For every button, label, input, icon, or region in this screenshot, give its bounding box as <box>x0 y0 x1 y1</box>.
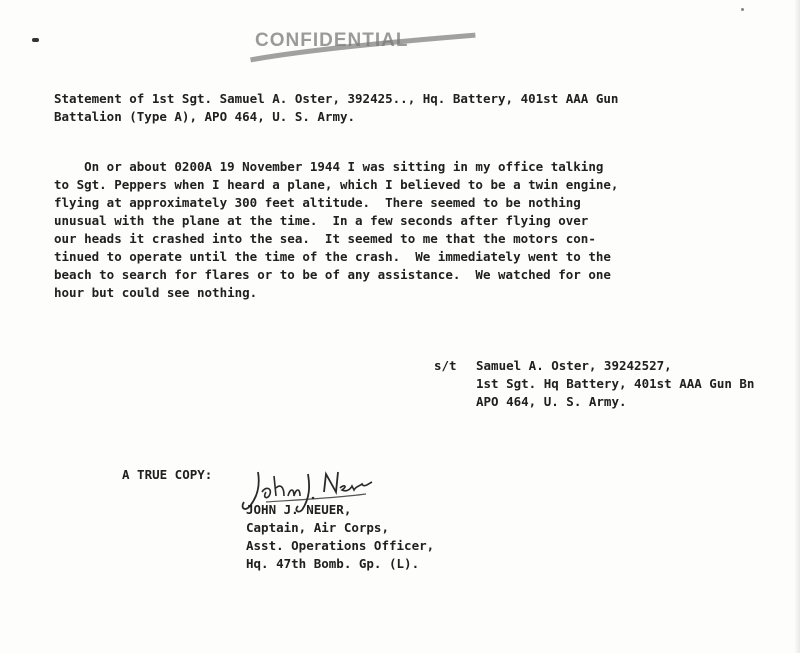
certifier-unit: Hq. 47th Bomb. Gp. (L). <box>246 556 420 571</box>
body-line-2: to Sgt. Peppers when I heard a plane, which I believed to be a twin engine, <box>54 177 619 192</box>
heading-line-1: Statement of 1st Sgt. Samuel A. Oster, 392425.., Hq. Battery, 401st AAA Gun <box>54 91 619 106</box>
certifier-rank: Captain, Air Corps, <box>246 520 389 535</box>
body-line-1: On or about 0200A 19 November 1944 I was sitting in my office talking <box>54 159 604 174</box>
signer-rank-line: 1st Sgt. Hq Battery, 401st AAA Gun Bn <box>476 376 755 391</box>
true-copy-label: A TRUE COPY: <box>122 467 213 482</box>
signer-apo-line: APO 464, U. S. Army. <box>476 394 627 409</box>
certifier-name: JOHN J. NEUER, <box>246 502 352 517</box>
page-edge-shadow <box>794 0 800 653</box>
body-line-5: our heads it crashed into the sea. It seemed to me that the motors con- <box>54 231 596 246</box>
body-line-7: beach to search for flares or to be of any assistance. We watched for one <box>54 267 611 282</box>
body-line-4: unusual with the plane at the time. In a few seconds after flying over <box>54 213 589 228</box>
body-line-6: tinued to operate until the time of the crash. We immediately went to the <box>54 249 611 264</box>
classification-stamp: CONFIDENTIAL <box>255 30 409 51</box>
body-line-3: flying at approximately 300 feet altitude. There seemed to be nothing <box>54 195 581 210</box>
certifier-title: Asst. Operations Officer, <box>246 538 435 553</box>
body-line-8: hour but could see nothing. <box>54 285 258 300</box>
scan-speck <box>741 8 744 11</box>
signer-name-line: Samuel A. Oster, 39242527, <box>476 358 672 373</box>
scan-speck <box>32 38 39 42</box>
signature-prefix: s/t <box>434 358 457 373</box>
heading-line-2: Battalion (Type A), APO 464, U. S. Army. <box>54 109 356 124</box>
